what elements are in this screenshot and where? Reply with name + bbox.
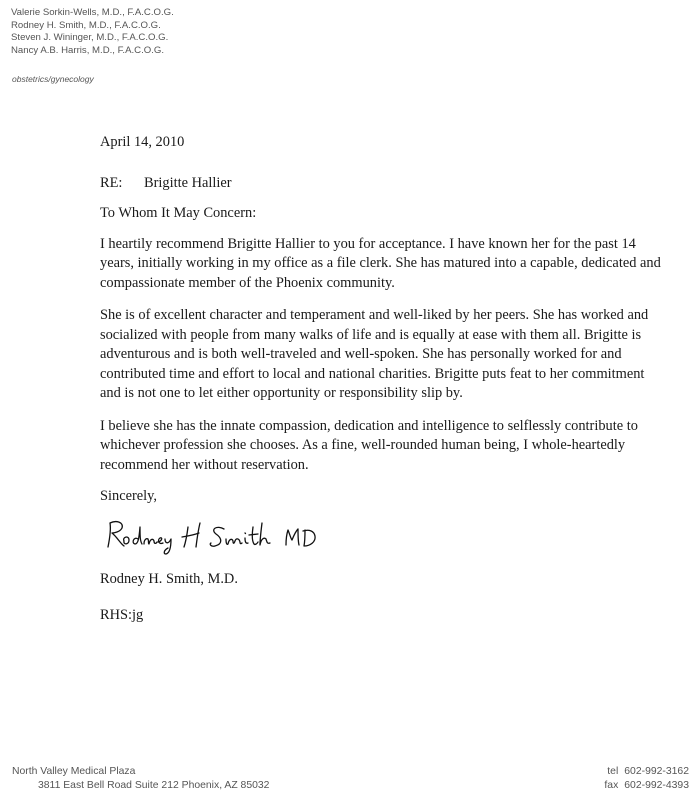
text-line: contributed time and effort to local and national charities. Brigitte puts feat to her commitment [100,365,645,382]
footer-address: 3811 East Bell Road Suite 212 Phoenix, AZ 85032 [38,780,270,791]
physician-name: Steven J. Wininger, M.D., F.A.C.O.G. [11,32,169,43]
signature-drawing [102,517,332,557]
text-line: years, initially working in my office as a file clerk. She has matured into a capable, dedicated and [100,255,661,271]
paragraph [100,306,690,404]
tel-number: 602-992-3162 [624,766,689,777]
letter-body [100,133,690,626]
re-label: RE: [100,174,123,191]
paragraph [100,417,690,476]
fax-number: 602-992-4393 [624,780,689,791]
signer-name: Rodney H. Smith, M.D. [100,570,238,587]
text-line: I believe she has the innate compassion, dedication and intelligence to selflessly contribute to [100,417,638,434]
tel-label: tel [607,766,619,777]
text-line: I heartily recommend Brigitte Hallier to you for acceptance. I have known her for the past 14 [100,235,636,252]
footer-fax-line [604,779,689,793]
text-line: She is of excellent character and temperament and well-liked by her peers. She has worked and [100,307,649,323]
closing: Sincerely, [100,488,158,504]
text-line: whichever profession she chooses. As a fine, well-rounded human being, I whole-heartedly [100,437,626,453]
salutation: To Whom It May Concern: [100,205,257,221]
handwritten-signature [102,517,690,557]
footer-place: North Valley Medical Plaza [12,766,136,777]
footer-contact-block [604,765,689,793]
footer-address-block [12,765,269,793]
physician-name: Valerie Sorkin-Wells, M.D., F.A.C.O.G. [11,7,174,18]
text-line: socialized with people from many walks of life and is equally at ease with them all. Brigitte is [100,326,642,343]
typist-initials: RHS:jg [100,607,144,623]
paragraph [100,235,690,294]
physician-list [11,7,174,57]
re-subject: Brigitte Hallier [144,174,232,191]
text-line: adventurous and is both well-traveled and well-spoken. She has personally worked for and [100,346,622,362]
re-line [100,174,690,194]
text-line: recommend her without reservation. [100,456,309,473]
practice-specialty: obstetrics/gynecology [12,74,94,84]
text-line: compassionate member of the Phoenix community. [100,274,395,291]
physician-name: Rodney H. Smith, M.D., F.A.C.O.G. [11,19,161,31]
letter-date: April 14, 2010 [100,134,185,150]
footer-tel-line [604,765,689,779]
text-line: and is not one to let either opportunity or responsibility slip by. [100,385,463,401]
fax-label: fax [604,780,619,791]
physician-name: Nancy A.B. Harris, M.D., F.A.C.O.G. [11,44,164,56]
